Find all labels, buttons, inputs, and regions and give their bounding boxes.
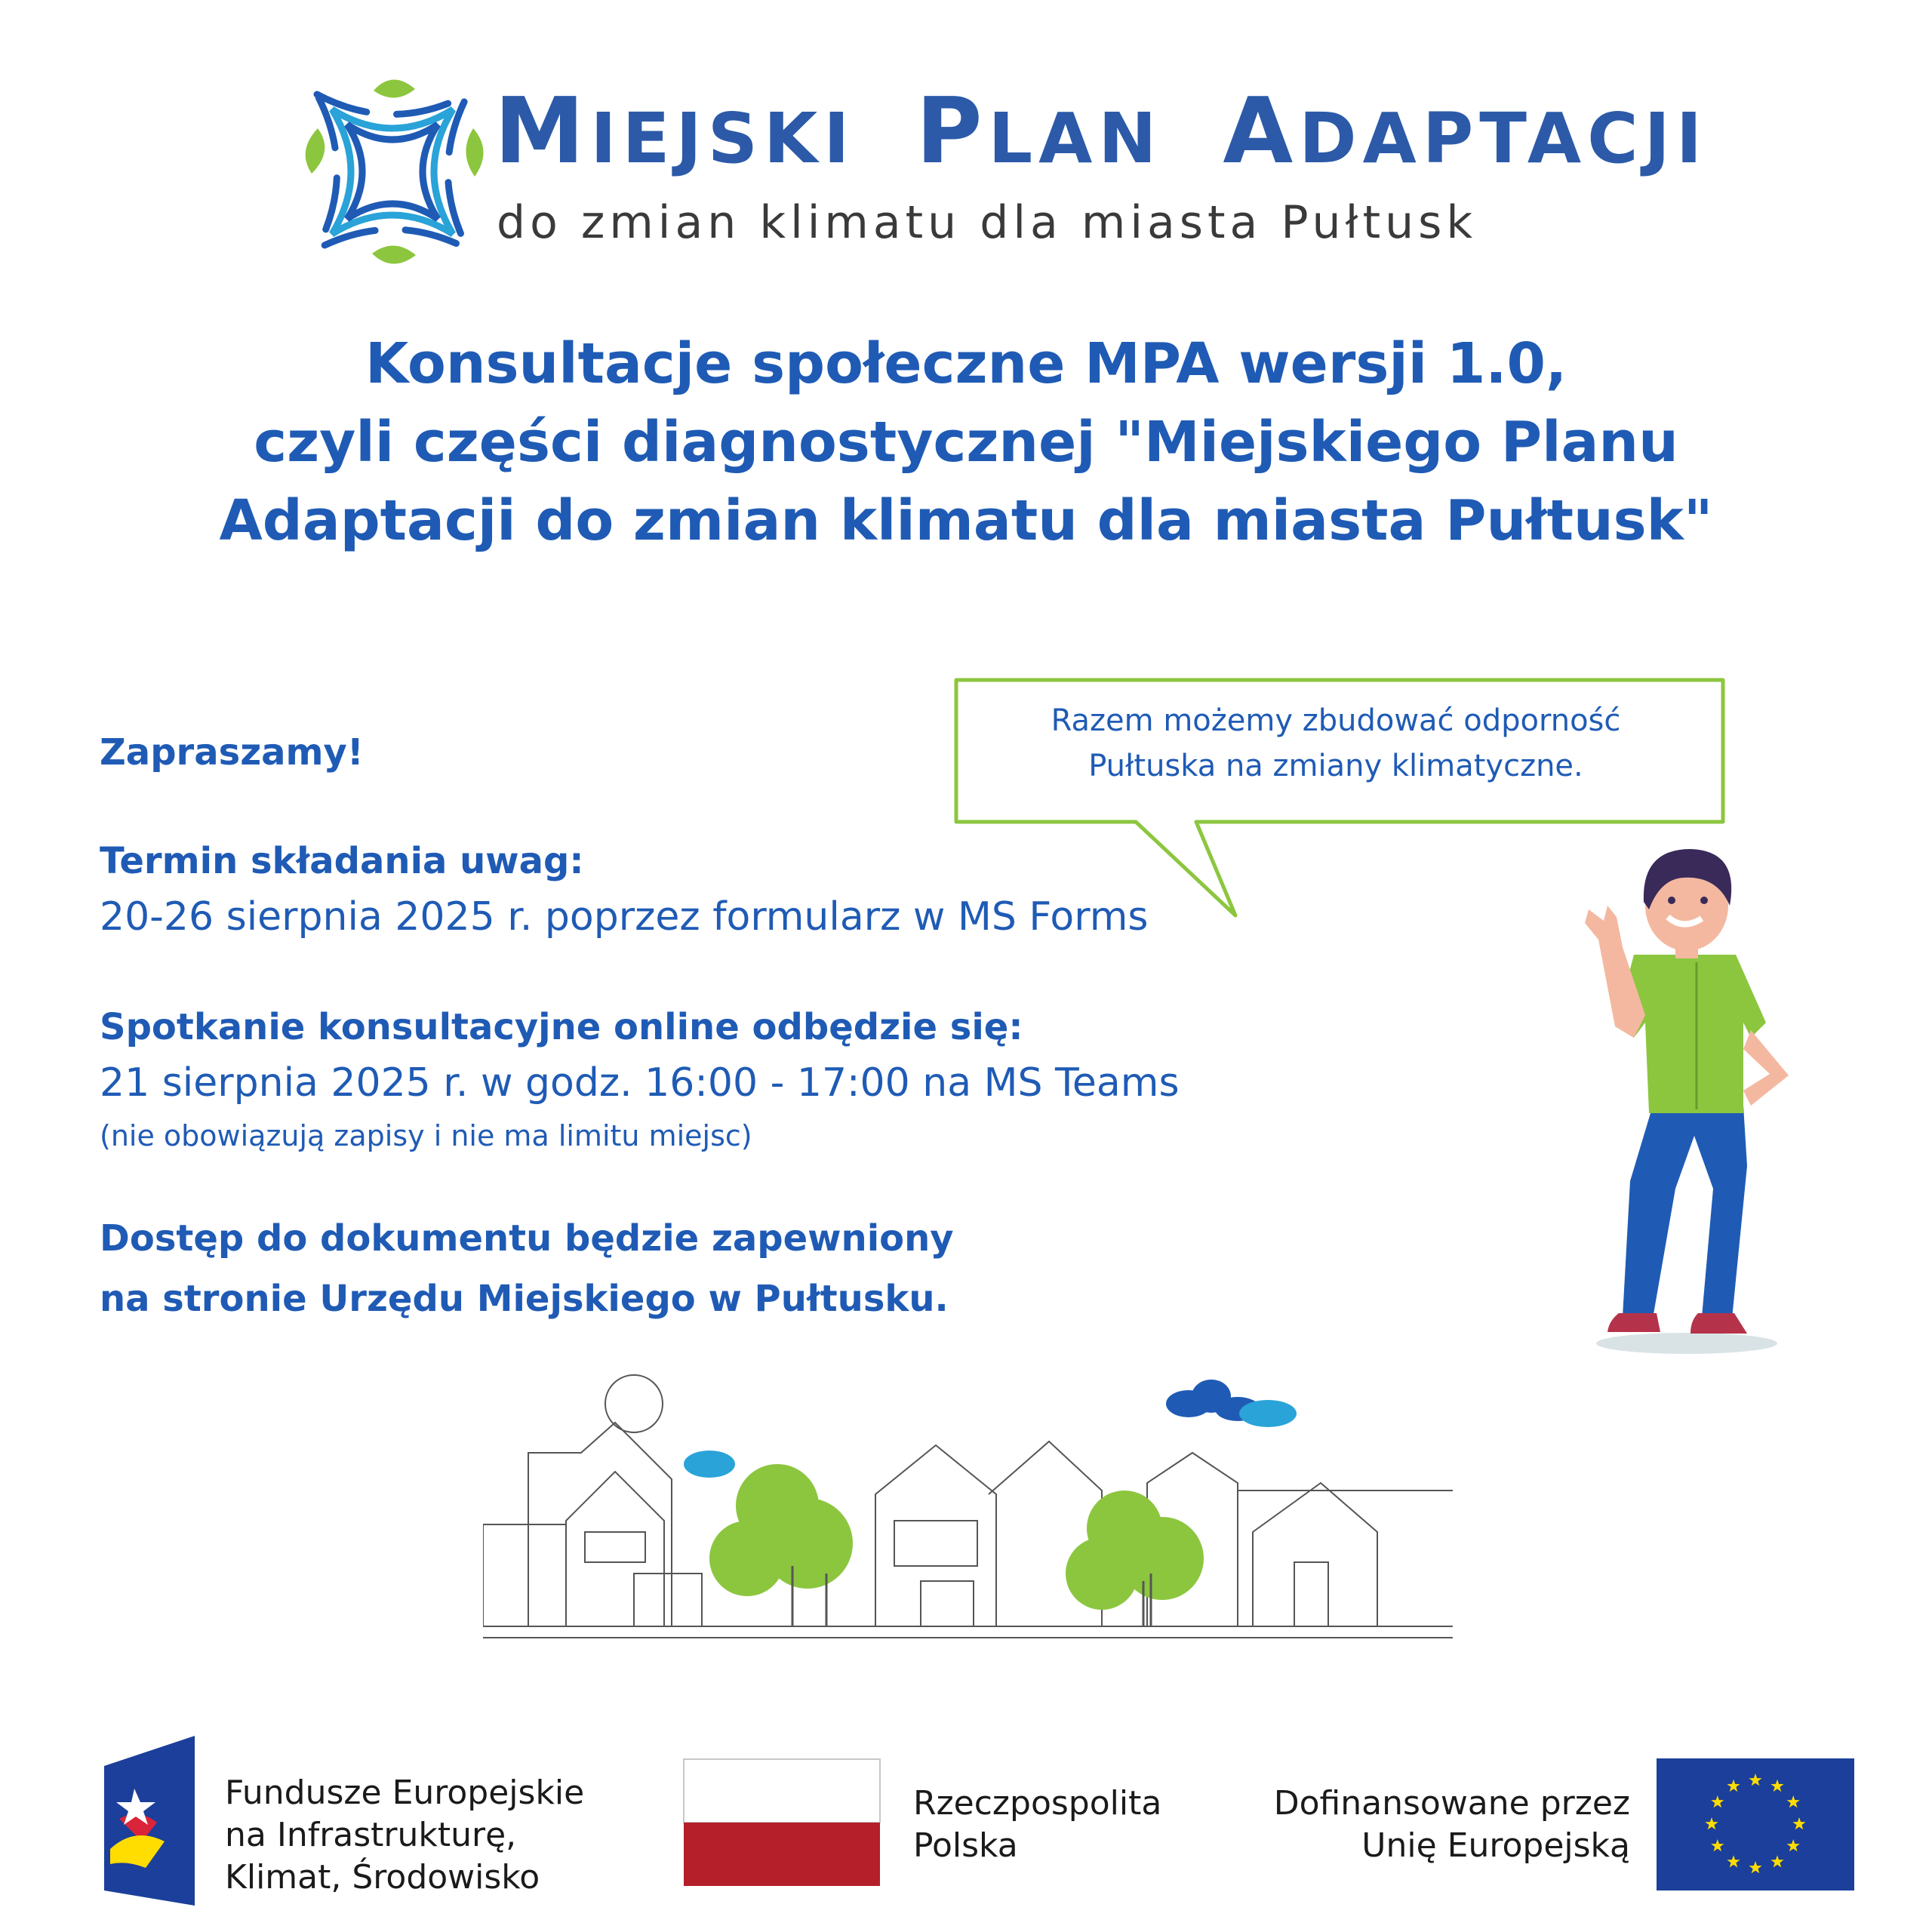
meeting-heading: Spotkanie konsultacyjne online odbędzie się: [100,1006,1023,1048]
speech-bubble-text [955,698,1717,789]
title-word-2: PLAN [915,79,1163,184]
headline [75,325,1857,560]
fe-logo-icon [104,1736,195,1906]
meeting-note: (nie obowiązują zapisy i nie ma limitu miejsc) [100,1119,752,1152]
headline-line-3: Adaptacji do zmian klimatu dla miasta Pułtusk" [219,488,1713,553]
title-word-1: MIEJSKI [494,79,856,184]
fe-line-1: Fundusze Europejskie [225,1774,585,1812]
bubble-line-2: Pułtuska na zmiany klimatyczne. [1088,749,1583,783]
logo-subtitle: do zmian klimatu dla miasta Pułtusk [497,196,1478,249]
rp-line-2: Polska [913,1826,1018,1865]
access-line-1: Dostęp do dokumentu będzie zapewniony [100,1217,954,1260]
headline-line-1: Konsultacje społeczne MPA wersji 1.0, [365,331,1567,396]
title-word-3: ADAPTACJI [1223,79,1709,184]
eu-logo-text [1257,1783,1630,1867]
eu-line-2: Unię Europejską [1361,1826,1630,1865]
rp-logo-text [913,1783,1161,1867]
eu-line-1: Dofinansowane przez [1273,1784,1630,1823]
access-line-2: na stronie Urzędu Miejskiego w Pułtusku. [100,1278,949,1320]
fe-logo-text [225,1772,584,1899]
bubble-line-1: Razem możemy zbudować odporność [1051,703,1621,738]
eu-flag-icon [1657,1758,1854,1890]
fe-line-2: na Infrastrukturę, [225,1816,517,1854]
person-illustration [1562,834,1811,1362]
invite-text: Zapraszamy! [100,731,364,774]
logo-title [494,75,1709,189]
fe-line-3: Klimat, Środowisko [225,1858,540,1897]
poland-flag-icon [683,1758,881,1887]
deadline-heading: Termin składania uwag: [100,840,584,882]
rp-line-1: Rzeczpospolita [913,1784,1162,1823]
logo-mark-icon [298,75,487,268]
meeting-text: 21 sierpnia 2025 r. w godz. 16:00 - 17:00 na MS Teams [100,1060,1180,1106]
deadline-text: 20-26 sierpnia 2025 r. poprzez formularz w MS Forms [100,894,1149,940]
street-illustration [483,1370,1453,1709]
headline-line-2: czyli części diagnostycznej "Miejskiego Planu [254,410,1678,475]
